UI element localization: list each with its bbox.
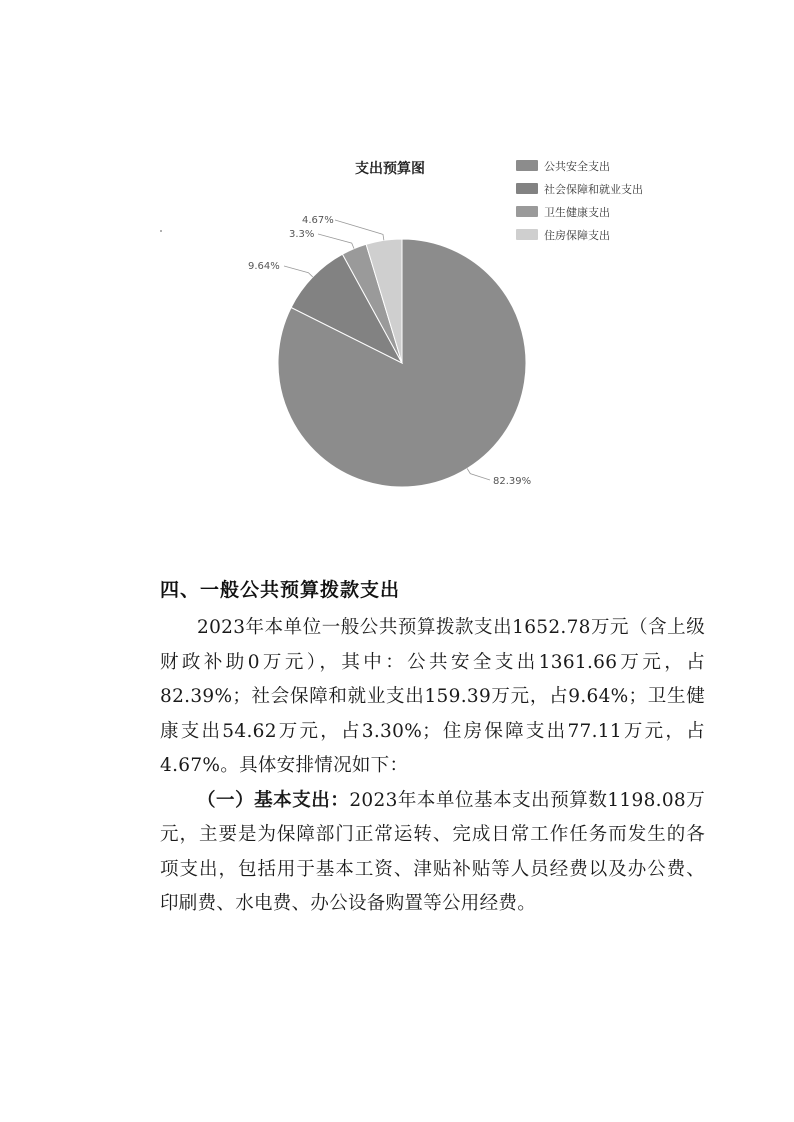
legend-item — [516, 200, 643, 223]
data-label-0: 82.39% — [493, 476, 532, 487]
budget-section — [160, 575, 705, 922]
legend-item — [516, 154, 643, 177]
paragraph-basic-expenditure — [160, 784, 705, 922]
scan-speck — [160, 230, 162, 232]
pie-chart-svg — [0, 0, 794, 540]
legend-swatch — [516, 229, 538, 240]
leader-line-0 — [467, 469, 490, 480]
paragraph-body: 2023年本单位基本支出预算数1198.08万元，主要是为保障部门正常运转、完成日常工作任务而发生的各项支出，包括用于基本工资、津贴补贴等人员经费以及办公费、印刷费、水电费、办公设备购置等公用经费。 — [160, 789, 706, 914]
legend-swatch — [516, 160, 538, 171]
legend-item — [516, 223, 643, 246]
legend-label: 社会保障和就业支出 — [544, 182, 643, 196]
leader-line-3 — [335, 220, 384, 240]
leader-line-2 — [318, 234, 354, 249]
paragraph-overview: 2023年本单位一般公共预算拨款支出1652.78万元（含上级财政补助0万元），其中：公共安全支出1361.66万元，占82.39%；社会保障和就业支出159.39万元，占9.64%；卫生健康支出54.62万元，占3.30%；住房保障支出77.11万元，占4.67%。具体安排情况如下： — [160, 617, 705, 776]
section-heading: 四、一般公共预算拨款支出 — [160, 579, 401, 601]
legend-swatch — [516, 206, 538, 217]
legend-label: 住房保障支出 — [544, 228, 610, 242]
legend-label: 卫生健康支出 — [544, 205, 610, 219]
chart-title: 支出预算图 — [355, 161, 425, 177]
chart-legend — [516, 154, 643, 246]
legend-item — [516, 177, 643, 200]
data-label-3: 4.67% — [302, 215, 334, 226]
legend-label: 公共安全支出 — [544, 159, 610, 173]
leader-line-1 — [284, 266, 313, 277]
data-label-1: 9.64% — [248, 261, 280, 272]
data-label-2: 3.3% — [289, 229, 315, 240]
paragraph-lead: （一）基本支出： — [197, 789, 350, 811]
pie-chart — [0, 0, 794, 540]
legend-swatch — [516, 183, 538, 194]
